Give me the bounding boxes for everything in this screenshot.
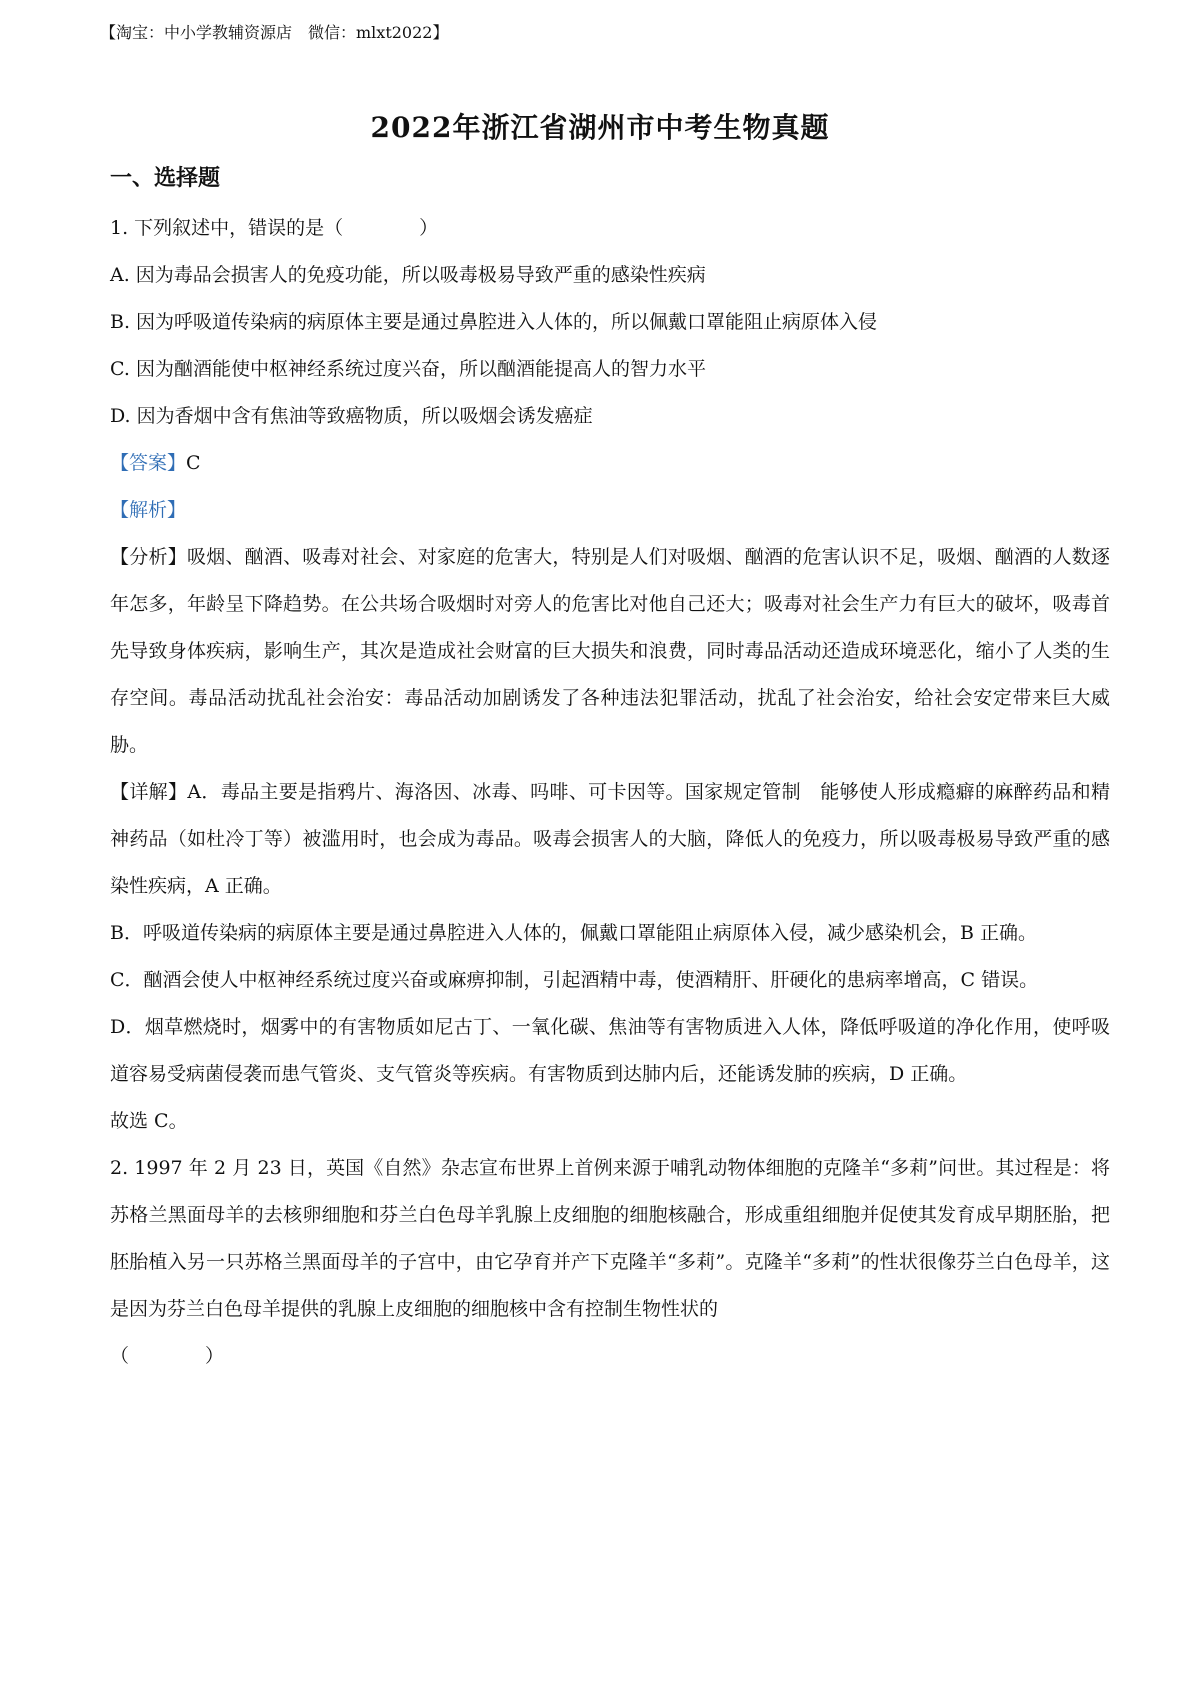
document-title: 2022年浙江省湖州市中考生物真题 xyxy=(370,111,830,144)
xiangjie-paragraph-c: C．酗酒会使人中枢神经系统过度兴奋或麻痹抑制，引起酒精中毒，使酒精肝、肝硬化的患病率增高，C 错误。 xyxy=(110,969,1039,991)
question-1 xyxy=(110,205,1110,1145)
header-note: 【淘宝：中小学教辅资源店 微信：mlxt2022】 xyxy=(100,23,449,42)
section-heading: 一、选择题 xyxy=(110,165,221,191)
question-stem: 1. 下列叙述中，错误的是（ ） xyxy=(110,217,439,239)
answer-value: C xyxy=(186,452,201,474)
xiangjie-paragraph-d: D．烟草燃烧时，烟雾中的有害物质如尼古丁、一氧化碳、焦油等有害物质进入人体，降低呼吸道的净化作用，使呼吸道容易受病菌侵袭而患气管炎、支气管炎等疾病。有害物质到达肺内后，还能诱发肺的疾病，D 正确。 xyxy=(110,1016,1110,1085)
conclusion: 故选 C。 xyxy=(110,1110,188,1132)
option-c: C. 因为酗酒能使中枢神经系统过度兴奋，所以酗酒能提高人的智力水平 xyxy=(110,358,706,380)
xiangjie-a-text: A．毒品主要是指鸦片、海洛因、冰毒、吗啡、可卡因等。国家规定管制 能够使人形成瘾癖的麻醉药品和精神药品（如杜冷丁等）被滥用时，也会成为毒品。吸毒会损害人的大脑，降低人的免疫力，所以吸毒极易导致严重的感染性疾病，A 正确。 xyxy=(110,781,1110,897)
xiangjie-paragraph-a xyxy=(110,769,1110,910)
analysis-tag: 【解析】 xyxy=(110,499,187,521)
fenxi-text: 吸烟、酗酒、吸毒对社会、对家庭的危害大，特别是人们对吸烟、酗酒的危害认识不足，吸烟、酗酒的人数逐年怎多，年龄呈下降趋势。在公共场合吸烟时对旁人的危害比对他自己还大；吸毒对社会生产力有巨大的破坏，吸毒首先导致身体疾病，影响生产，其次是造成社会财富的巨大损失和浪费，同时毒品活动还造成环境恶化，缩小了人类的生存空间。毒品活动扰乱社会治安：毒品活动加剧诱发了各种违法犯罪活动，扰乱了社会治安，给社会安定带来巨大威胁。 xyxy=(110,546,1110,756)
question-2-blank: （ ） xyxy=(110,1345,225,1367)
option-d: D. 因为香烟中含有焦油等致癌物质，所以吸烟会诱发癌症 xyxy=(110,405,593,427)
document-body xyxy=(110,163,1110,1380)
option-a: A. 因为毒品会损害人的免疫功能，所以吸毒极易导致严重的感染性疾病 xyxy=(110,264,706,286)
question-2-stem: 2. 1997 年 2 月 23 日，英国《自然》杂志宣布世界上首例来源于哺乳动物体细胞的克隆羊“多莉”问世。其过程是：将苏格兰黑面母羊的去核卵细胞和芬兰白色母羊乳腺上皮细胞的细胞核融合，形成重组细胞并促使其发育成早期胚胎，把胚胎植入另一只苏格兰黑面母羊的子宫中，由它孕育并产下克隆羊“多莉”。克隆羊“多莉”的性状很像芬兰白色母羊，这是因为芬兰白色母羊提供的乳腺上皮细胞的细胞核中含有控制生物性状的 xyxy=(110,1157,1110,1320)
option-b: B. 因为呼吸道传染病的病原体主要是通过鼻腔进入人体的，所以佩戴口罩能阻止病原体入侵 xyxy=(110,311,878,333)
fenxi-paragraph xyxy=(110,534,1110,769)
answer-line xyxy=(110,440,1110,487)
answer-tag: 【答案】 xyxy=(110,452,187,474)
xiangjie-paragraph-b: B．呼吸道传染病的病原体主要是通过鼻腔进入人体的，佩戴口罩能阻止病原体入侵，减少感染机会，B 正确。 xyxy=(110,922,1037,944)
question-2 xyxy=(110,1145,1110,1380)
fenxi-tag: 【分析】 xyxy=(110,546,187,568)
xiangjie-tag: 【详解】 xyxy=(110,781,188,803)
analysis-heading xyxy=(110,487,1110,534)
